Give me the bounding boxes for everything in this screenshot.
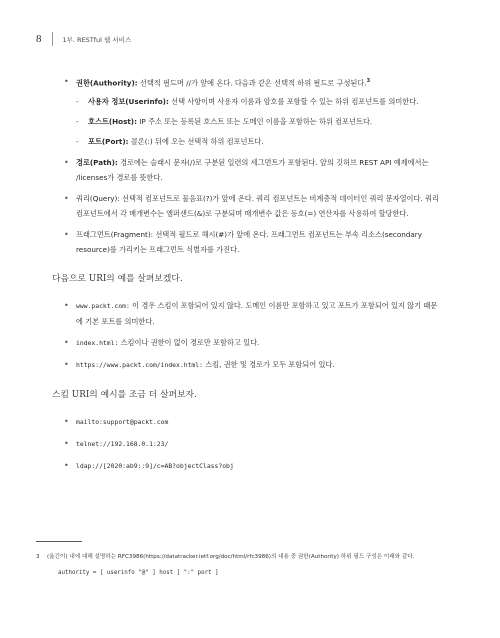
list-item-scheme-example: [64, 436, 444, 452]
term-fragment: 프래그먼트(Fragment):: [76, 230, 154, 240]
list-item-path: [64, 155, 444, 185]
list-item-example: [64, 298, 444, 329]
desc-query: 선택적 컴포넌트로 물음표(?)가 앞에 온다. 쿼리 컴포넌트는 비계층적 데이터인 쿼리 문자열이다. 쿼리 컴포넌트에서 각 매개변수는 앰퍼샌드(&)로 구분되며 매개변수 값은 등호(=) 연산자를 사용하여 할당한다.: [76, 194, 439, 219]
footnote-ref[interactable]: 3: [366, 78, 371, 84]
footnote-code: authority = [ userinfo "@" ] host [ ":" port ]: [58, 570, 219, 576]
list-item-host: [76, 114, 444, 129]
example-code: index.html:: [76, 339, 119, 348]
footnote-number: 3: [36, 554, 40, 560]
term-authority: 권한(Authority):: [76, 78, 138, 88]
scheme-examples-list: [64, 414, 444, 474]
footnote: [36, 552, 476, 578]
desc-host: IP 주소 또는 등록된 호스트 또는 도메인 이름을 포함하는 하위 컴포넌트다.: [136, 117, 373, 127]
example-code: https://www.packt.com/index.html:: [76, 361, 203, 370]
page-body: [52, 74, 444, 480]
list-item-port: [76, 134, 444, 149]
example-code: telnet://192.168.0.1:23/: [76, 440, 169, 449]
term-path: 경로(Path):: [76, 158, 118, 168]
page-number: 8: [36, 33, 42, 45]
term-port: 포트(Port):: [88, 137, 129, 147]
list-item-scheme-example: [64, 458, 444, 474]
list-item-fragment: [64, 227, 444, 257]
list-item-userinfo: [76, 94, 444, 109]
example-code: mailto:support@packt.com: [76, 418, 169, 427]
example-desc: 이 경우 스킴이 포함되어 있지 않다. 도메인 이름만 포함하고 있고 포트가 포함되어 있지 않기 때문에 기본 포트를 의미한다.: [76, 301, 438, 327]
running-header: [36, 32, 131, 46]
desc-port: 콜론(:) 뒤에 오는 선택적 하위 컴포넌트다.: [128, 137, 264, 147]
list-item-example: [64, 335, 444, 351]
list-item-authority: [64, 74, 444, 149]
list-item-example: [64, 357, 444, 373]
footnote-divider: [36, 541, 82, 542]
running-title: 1부. RESTful 웹 서비스: [62, 35, 132, 44]
section-heading-scheme-examples: 스킴 URI의 예시를 조금 더 살펴보자.: [52, 390, 197, 401]
uri-components-list: [64, 74, 444, 257]
list-item-query: [64, 191, 444, 221]
section-heading-uri-examples: 다음으로 URI의 예를 살펴보겠다.: [52, 274, 183, 285]
example-code: ldap://[2020:ab9::9]/c=AB?objectClass?obj: [76, 462, 234, 471]
desc-userinfo: 선택 사항이며 사용자 이름과 암호를 포함할 수 있는 하위 컴포넌트를 의미한다.: [168, 97, 419, 107]
list-item-scheme-example: [64, 414, 444, 430]
term-query: 쿼리(Query):: [76, 194, 120, 204]
footnote-text: (옮긴이) 내에 대해 설명하는 RFC3986(https://datatracker.ietf.org/doc/html/rfc3986)의 내용 중 권한(Authority) 하위 필드 구성은 이래와 같다.: [47, 554, 415, 560]
desc-fragment: 선택적 필드로 해시(#)가 앞에 온다. 프래그먼트 컴포넌트는 부속 리소스(secondary resource)를 가리키는 프래그먼트 식별자를 가진다.: [76, 230, 423, 255]
example-desc: 스킴, 권한 및 경로가 모두 포함되어 있다.: [202, 360, 335, 370]
term-userinfo: 사용자 정보(Userinfo):: [88, 97, 169, 107]
authority-subfields-list: [76, 94, 444, 149]
example-desc: 스킴이나 권한이 없이 경로만 포함하고 있다.: [118, 338, 260, 348]
example-code: www.packt.com:: [76, 302, 130, 311]
header-divider: [52, 32, 53, 46]
desc-path: 경로에는 슬래시 문자(/)로 구분된 일련의 세그먼트가 포함된다. 앞의 깃허브 REST API 예제에서는 /licenses가 경로를 뜻한다.: [76, 158, 429, 183]
uri-examples-list: [64, 298, 444, 373]
desc-authority: 선택적 필드며 //가 앞에 온다. 다음과 같은 선택적 하위 필드로 구성된다.: [137, 78, 367, 88]
term-host: 호스트(Host):: [88, 117, 137, 127]
